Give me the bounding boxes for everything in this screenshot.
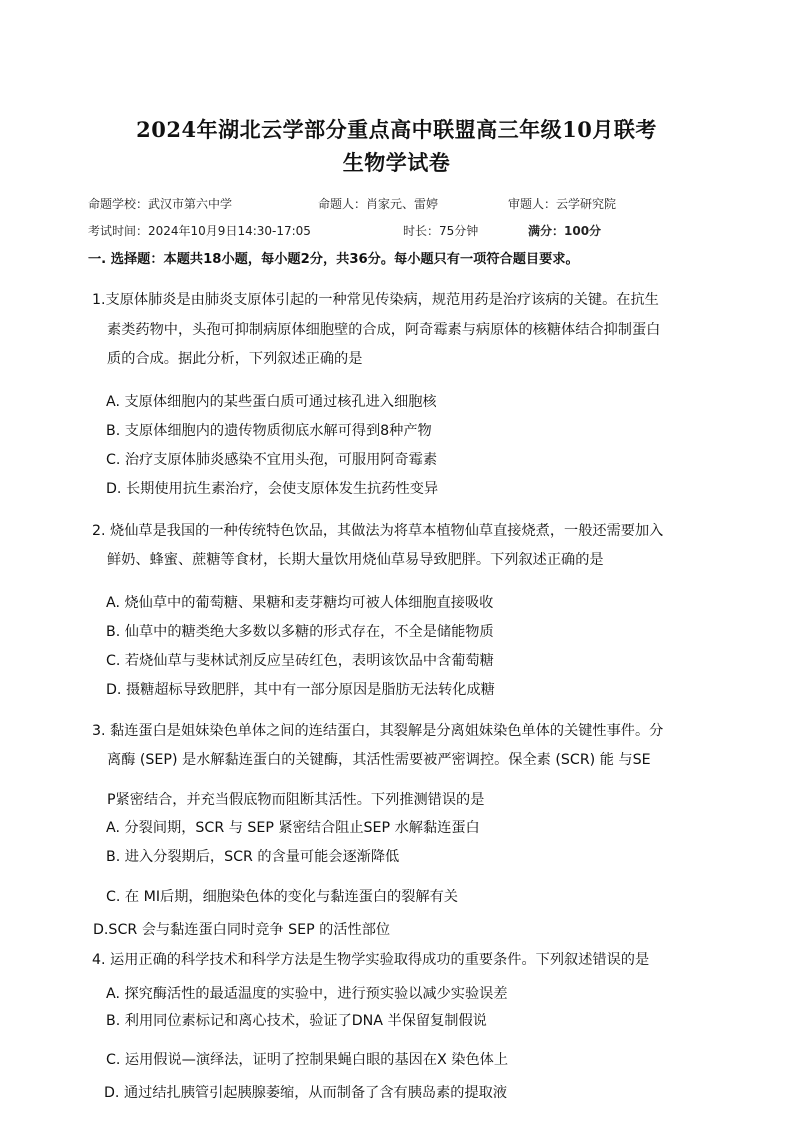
question-4-option-d: D. 通过结扎胰管引起胰腺萎缩，从而制备了含有胰岛素的提取液 — [104, 1085, 508, 1101]
school-label: 命题学校：武汉市第六中学 — [88, 197, 233, 211]
question-2-line-1: 2. 烧仙草是我国的一种传统特色饮品，其做法为将草本植物仙草直接烧煮，一般还需要加入 — [92, 523, 664, 539]
question-3-option-c: C. 在 MI后期，细胞染色体的变化与黏连蛋白的裂解有关 — [106, 889, 458, 905]
score-label: 满分：100分 — [528, 224, 602, 238]
question-1-line-1: 1.支原体肺炎是由肺炎支原体引起的一种常见传染病，规范用药是治疗该病的关键。在抗生 — [92, 292, 659, 308]
question-1-option-a: A. 支原体细胞内的某些蛋白质可通过核孔进入细胞核 — [106, 394, 437, 410]
question-1-option-c: C. 治疗支原体肺炎感染不宜用头孢，可服用阿奇霉素 — [106, 452, 438, 468]
question-2-option-b: B. 仙草中的糖类绝大多数以多糖的形式存在，不全是储能物质 — [106, 624, 494, 640]
question-4-option-b: B. 利用同位素标记和离心技术，验证了DNA 半保留复制假说 — [106, 1013, 487, 1029]
question-3-option-a: A. 分裂间期，SCR 与 SEP 紧密结合阻止SEP 水解黏连蛋白 — [106, 820, 480, 836]
duration-label: 时长：75分钟 — [403, 224, 479, 238]
question-3-line-1: 3. 黏连蛋白是姐妹染色单体之间的连结蛋白，其裂解是分离姐妹染色单体的关键性事件。分 — [92, 723, 664, 739]
exam-subject: 生物学试卷 — [342, 150, 451, 175]
question-3-option-d: D.SCR 会与黏连蛋白同时竞争 SEP 的活性部位 — [93, 922, 391, 938]
section-heading: 一. 选择题：本题共18小题，每小题2分，共36分。每小题只有一项符合题目要求。 — [88, 252, 579, 267]
question-3-option-b: B. 进入分裂期后，SCR 的含量可能会逐渐降低 — [106, 849, 400, 865]
question-1-line-2: 素类药物中，头孢可抑制病原体细胞壁的合成，阿奇霉素与病原体的核糖体结合抑制蛋白 — [107, 322, 661, 338]
question-4-option-c: C. 运用假说—演绎法，证明了控制果蝇白眼的基因在X 染色体上 — [106, 1052, 509, 1068]
time-label: 考试时间：2024年10月9日14:30-17:05 — [88, 224, 311, 238]
question-2-option-d: D. 摄糖超标导致肥胖，其中有一部分原因是脂肪无法转化成糖 — [106, 682, 495, 698]
question-1-option-d: D. 长期使用抗生素治疗，会使支原体发生抗药性变异 — [106, 481, 439, 497]
reviewer-label: 审题人：云学研究院 — [508, 197, 617, 211]
exam-title: 2024年湖北云学部分重点高中联盟高三年级10月联考 — [136, 117, 657, 142]
question-3-line-2: 离酶 (SEP) 是水解黏连蛋白的关键酶，其活性需要被严密调控。保全素 (SCR) 能 与SE — [107, 752, 651, 768]
question-1-option-b: B. 支原体细胞内的遗传物质彻底水解可得到8种产物 — [106, 423, 432, 439]
question-2-line-2: 鲜奶、蜂蜜、蔗糖等食材，长期大量饮用烧仙草易导致肥胖。下列叙述正确的是 — [107, 552, 604, 568]
question-1-line-3: 质的合成。据此分析，下列叙述正确的是 — [107, 351, 363, 367]
question-3-line-3: P紧密结合，并充当假底物而阻断其活性。下列推测错误的是 — [107, 792, 485, 808]
question-2-option-c: C. 若烧仙草与斐林试剂反应呈砖红色，表明该饮品中含葡萄糖 — [106, 653, 494, 669]
question-4-line-1: 4. 运用正确的科学技术和科学方法是生物学实验取得成功的重要条件。下列叙述错误的是 — [92, 952, 650, 968]
question-2-option-a: A. 烧仙草中的葡萄糖、果糖和麦芽糖均可被人体细胞直接吸收 — [106, 595, 494, 611]
setter-label: 命题人：肖家元、雷婷 — [318, 197, 439, 211]
question-4-option-a: A. 探究酶活性的最适温度的实验中，进行预实验以减少实验误差 — [106, 986, 508, 1002]
